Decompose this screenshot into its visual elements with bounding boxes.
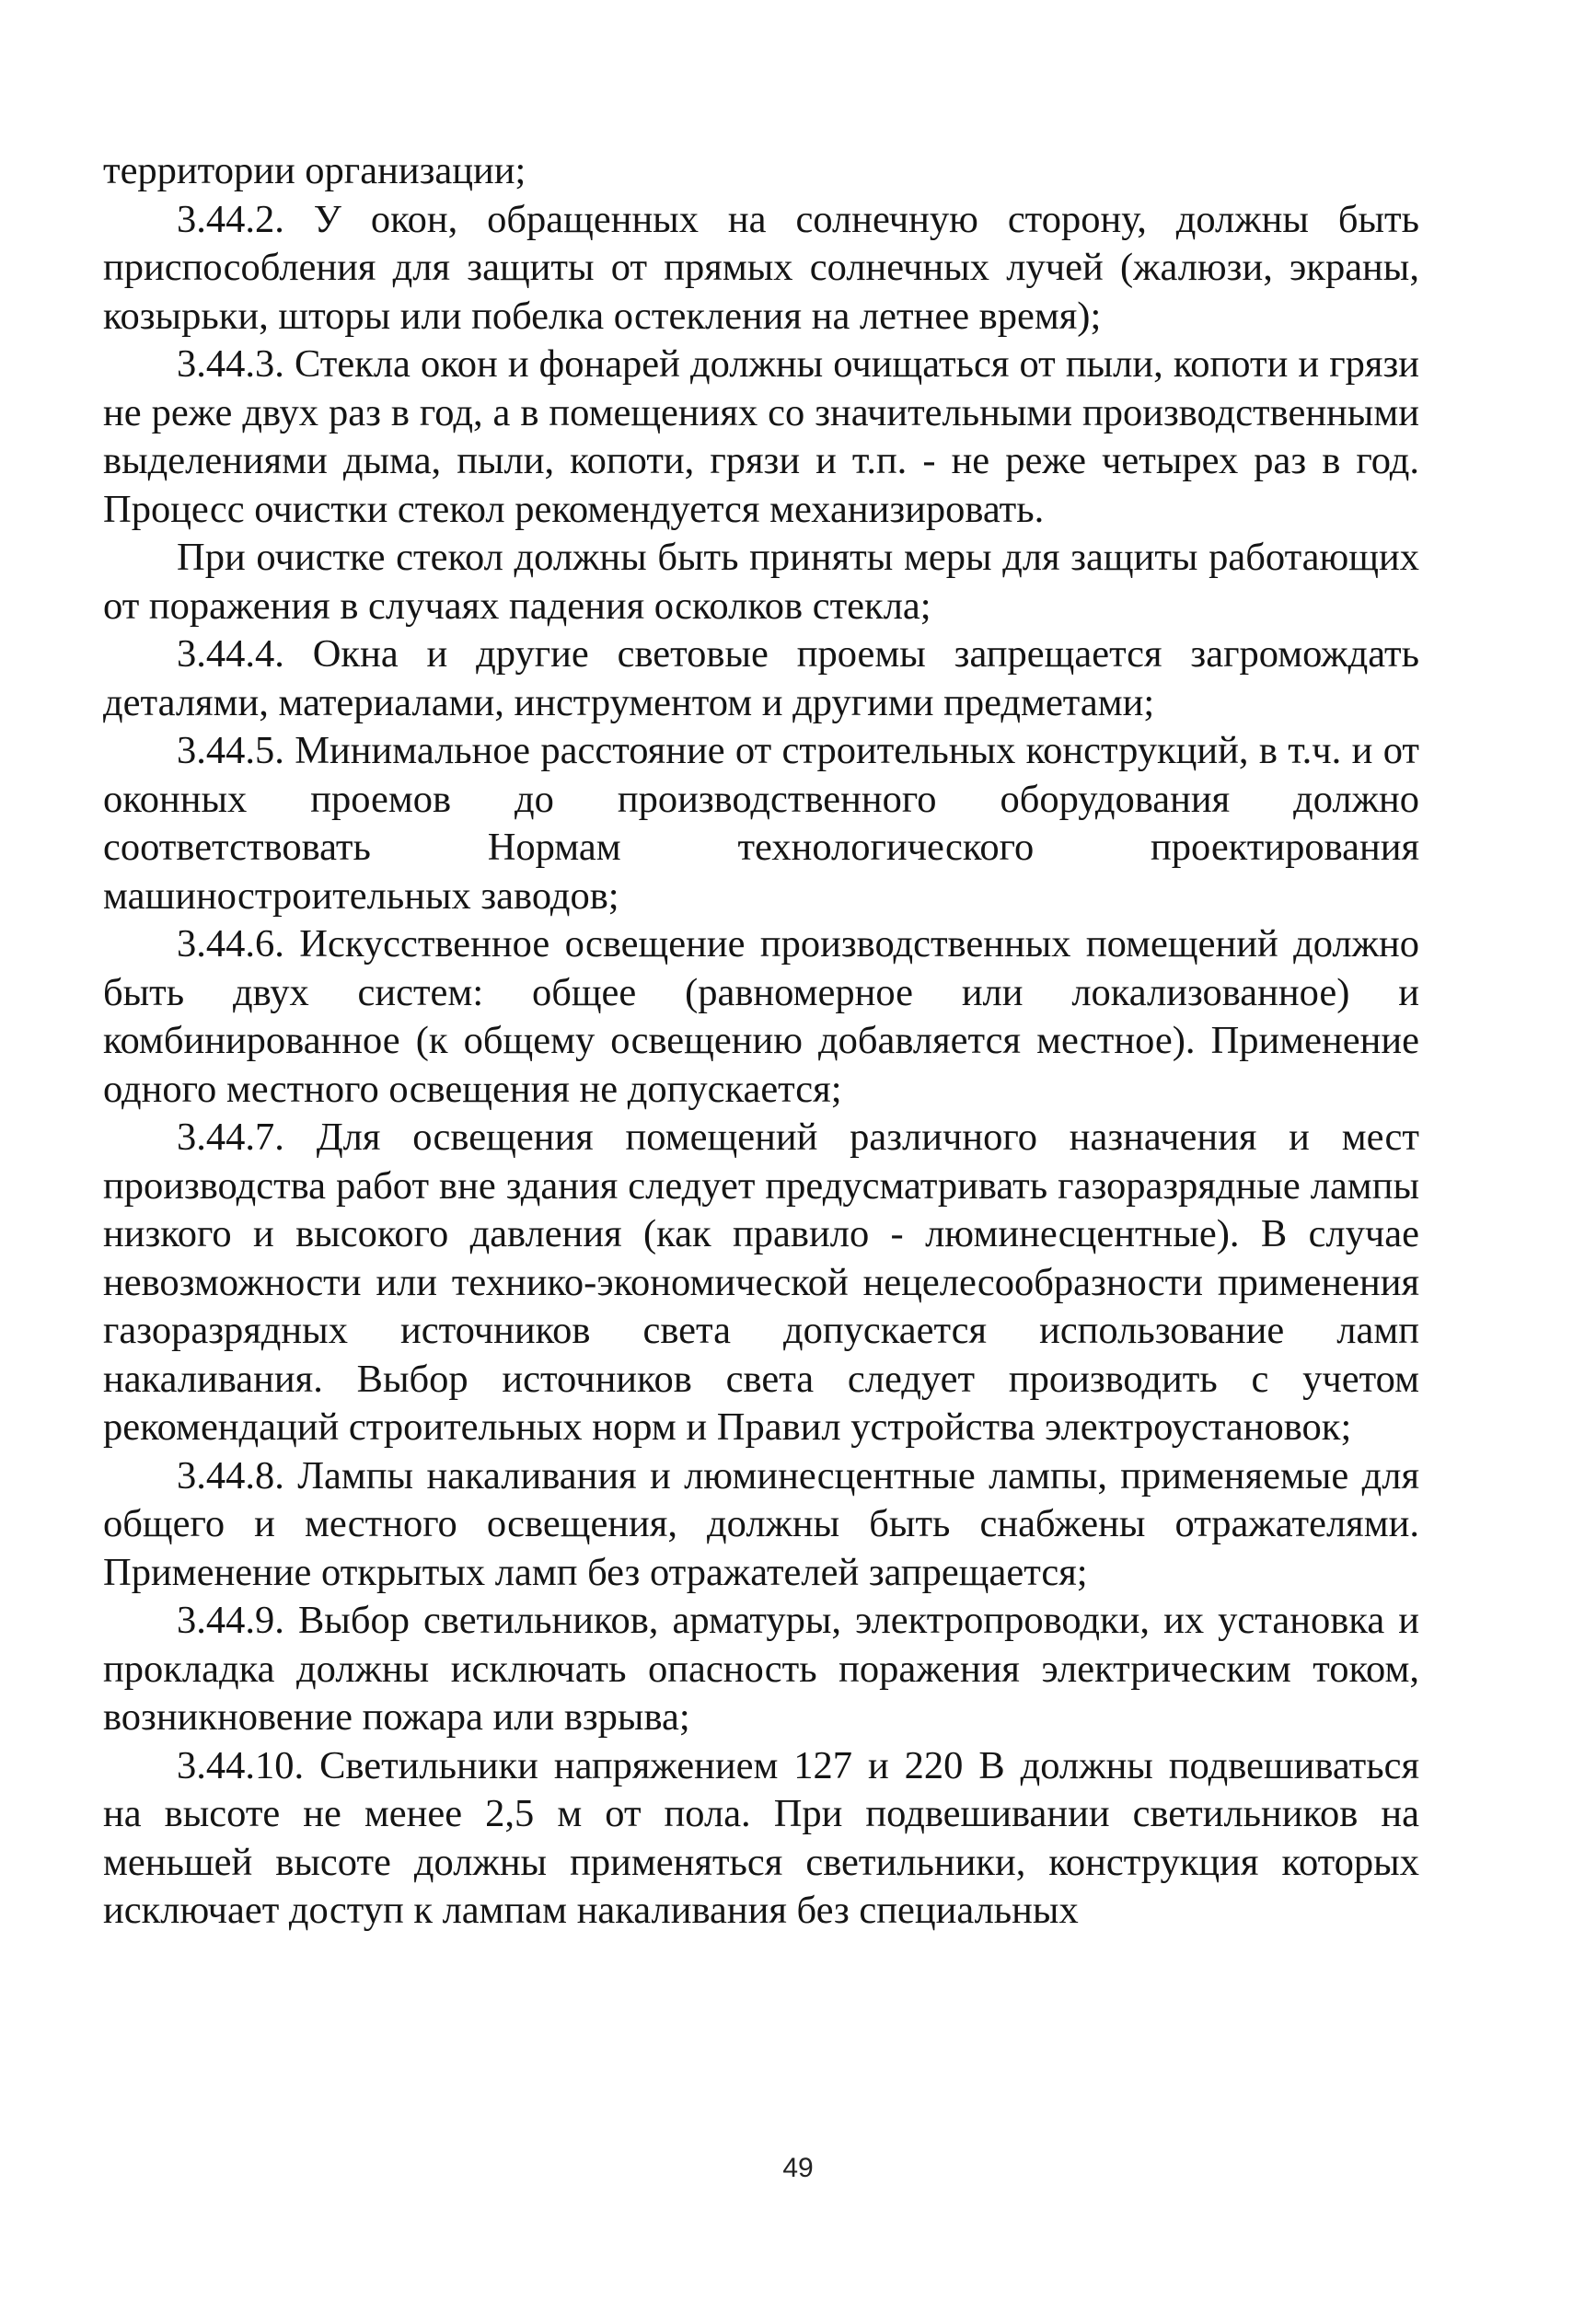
- paragraph-3-44-6: 3.44.6. Искусственное освещение производственных помещений должно быть двух систем: общее (равномерное или локализованное) и комбинированное (к общему освещению добавляется местное). Применение одного местного освещения не допускается;: [103, 922, 1419, 1111]
- paragraph-3-44-4: 3.44.4. Окна и другие световые проемы запрещается загромождать деталями, материалами, инструментом и другими предметами;: [103, 632, 1419, 724]
- paragraph-continuation: территории организации;: [103, 149, 526, 192]
- page-number: 49: [782, 2153, 814, 2183]
- paragraph-glass-cleaning-safety: При очистке стекол должны быть приняты меры для защиты работающих от поражения в случаях падения осколков стекла;: [103, 536, 1419, 628]
- paragraph-3-44-7: 3.44.7. Для освещения помещений различного назначения и мест производства работ вне здания следует предусматривать газоразрядные лампы низкого и высокого давления (как правило - люминесцентные). В случае невозможности или технико-экономической нецелесообразности применения газоразрядных источников света допускается использование ламп накаливания. Выбор источников света следует производить с учетом рекомендаций строительных норм и Правил устройства электроустановок;: [103, 1116, 1419, 1449]
- body-text: [103, 147, 1419, 1936]
- paragraph-3-44-3: 3.44.3. Стекла окон и фонарей должны очищаться от пыли, копоти и грязи не реже двух раз в год, а в помещениях со значительными производственными выделениями дыма, пыли, копоти, грязи и т.п. - не реже четырех раз в год. Процесс очистки стекол рекомендуется механизировать.: [103, 342, 1419, 531]
- paragraph-3-44-10: 3.44.10. Светильники напряжением 127 и 220 В должны подвешиваться на высоте не менее 2,5 м от пола. При подвешивании светильников на меньшей высоте должны применяться светильники, конструкция которых исключает доступ к лампам накаливания без специальных: [103, 1743, 1419, 1932]
- paragraph-3-44-8: 3.44.8. Лампы накаливания и люминесцентные лампы, применяемые для общего и местного освещения, должны быть снабжены отражателями. Применение открытых ламп без отражателей запрещается;: [103, 1453, 1419, 1594]
- paragraph-3-44-2: 3.44.2. У окон, обращенных на солнечную сторону, должны быть приспособления для защиты от прямых солнечных лучей (жалюзи, экраны, козырьки, шторы или побелка остекления на летнее время);: [103, 197, 1419, 338]
- paragraph-3-44-9: 3.44.9. Выбор светильников, арматуры, электропроводки, их установка и прокладка должны исключать опасность поражения электрическим током, возникновение пожара или взрыва;: [103, 1599, 1419, 1739]
- paragraph-3-44-5: 3.44.5. Минимальное расстояние от строительных конструкций, в т.ч. и от оконных проемов до производственного оборудования должно соответствовать Нормам технологического проектирования машиностроительных заводов;: [103, 729, 1419, 918]
